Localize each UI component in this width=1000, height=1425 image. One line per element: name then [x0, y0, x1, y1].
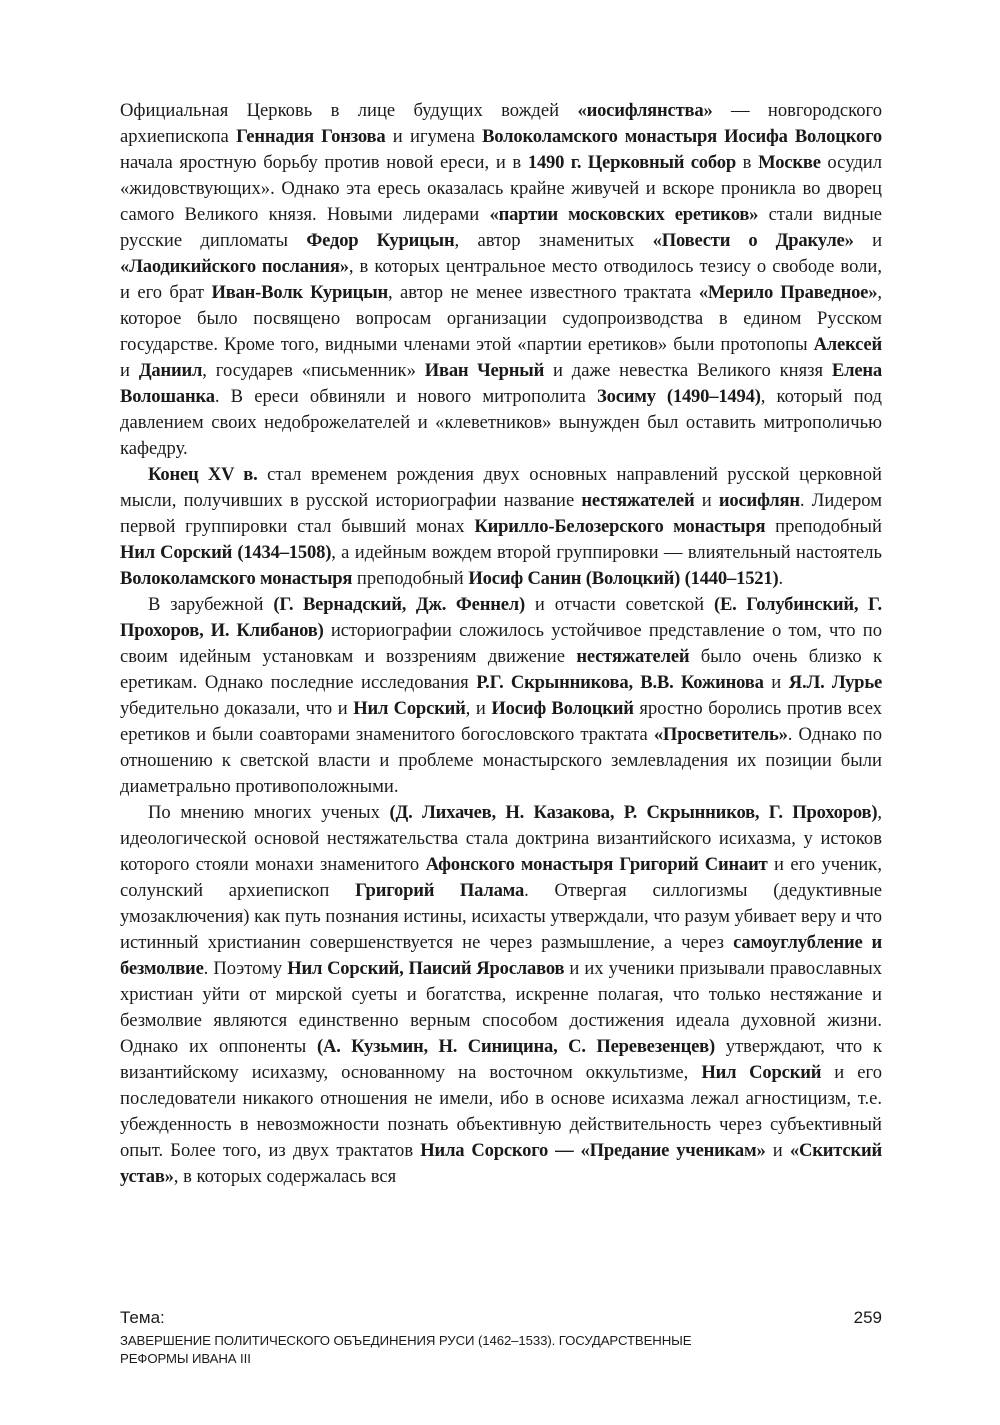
bold-term: Зосиму (1490–1494) [597, 386, 761, 407]
bold-term: (Д. Лихачев, Н. Казакова, Р. Скрынников, Г. Прохоров) [389, 802, 878, 823]
footer-row [120, 1308, 882, 1328]
bold-term: «партии московских еретиков» [489, 204, 759, 225]
bold-term: Волоколамского монастыря [120, 568, 353, 589]
bold-term: Кирилло-Белозерского монастыря [474, 516, 766, 537]
bold-term: Даниил [138, 360, 203, 381]
topic-label: Тема: [120, 1308, 165, 1327]
paragraph: По мнению многих ученых (Д. Лихачев, Н. Казакова, Р. Скрынников, Г. Прохоров), идеологической основой нестяжательства стала доктрина византийского исихазма, у истоков которого стояли монахи знаменитого Афонского монастыря Григорий Синаит и его ученик, солунский архиепископ Григорий Палама. Отвергая силлогизмы (дедуктивные умозаключения) как путь познания истины, исихасты утверждали, что разум убивает веру и что истинный христианин совершенствуется не через размышление, а через самоуглубление и безмолвие. Поэтому Нил Сорский, Паисий Ярославов и их ученики призывали православных христиан уйти от мирской суеты и богатства, искренне полагая, что только нестяжание и безмолвие являются единственно верным способом достижения идеала духовной жизни. Однако их оппоненты (А. Кузьмин, Н. Синицина, С. Перевезенцев) утверждают, что к византийскому исихазму, основанному на восточном оккультизме, Нил Сорский и его последователи никакого отношения не имели, ибо в основе исихазма лежал агностицизм, т.е. убежденность в невозможности познать объективную действительность через субъективный опыт. Более того, из двух трактатов Нила Сорского — «Предание ученикам» и «Скитский устав», в которых содержалась вся [120, 802, 883, 1187]
bold-term: Я.Л. Лурье [788, 672, 883, 693]
bold-term: Москве [758, 152, 821, 173]
bold-term: иосифлян [718, 490, 800, 511]
bold-term: 1490 г. Церковный собор [527, 152, 736, 173]
bold-term: Алексей [813, 334, 882, 355]
bold-term: нестяжателей [576, 646, 690, 667]
bold-term: Нил Сорский, Паисий Ярославов [287, 958, 565, 979]
bold-term: Волоколамского монастыря Иосифа Волоцкого [482, 126, 882, 147]
bold-term: Григорий Палама [355, 880, 525, 901]
page-footer [120, 1308, 882, 1368]
bold-term: «Лаодикийского послания» [120, 256, 349, 277]
bold-term: «Мерило Праведное» [698, 282, 878, 303]
bold-term: Нил Сорский [701, 1062, 822, 1083]
bold-term: Федор Курицын [306, 230, 455, 251]
bold-term: Иван Черный [424, 360, 545, 381]
page-number: 259 [853, 1308, 882, 1327]
bold-term: Иосиф Волоцкий [491, 698, 634, 719]
bold-term: Нила Сорского — «Предание ученикам» [420, 1140, 766, 1161]
bold-term: (Е. Голубинский, Г. Прохоров, И. Клибанов) [120, 594, 882, 641]
bold-term: Иван-Волк Курицын [211, 282, 389, 303]
bold-term: Иосиф Санин (Волоцкий) (1440–1521) [468, 568, 779, 589]
topic-title: ЗАВЕРШЕНИЕ ПОЛИТИЧЕСКОГО ОБЪЕДИНЕНИЯ РУСИ (1462–1533). ГОСУДАРСТВЕННЫЕ РЕФОРМЫ ИВАНА III [120, 1333, 692, 1366]
bold-term: (А. Кузьмин, Н. Синицина, С. Перевезенцев) [316, 1036, 715, 1057]
bold-term: «иосифлянства» [577, 100, 713, 121]
bold-term: Р.Г. Скрынникова, В.В. Кожинова [476, 672, 764, 693]
bold-term: «Повести о Дракуле» [652, 230, 854, 251]
bold-term: Геннадия Гонзова [236, 126, 386, 147]
bold-term: Нил Сорский [353, 698, 466, 719]
paragraph: Официальная Церковь в лице будущих вождей «иосифлянства» — новгородского архиепископа Геннадия Гонзова и игумена Волоколамского монастыря Иосифа Волоцкого начала яростную борьбу против новой ереси, и в 1490 г. Церковный собор в Москве осудил «жидовствующих». Однако эта ересь оказалась крайне живучей и вскоре проникла во дворец самого Великого князя. Новыми лидерами «партии московских еретиков» стали видные русские дипломаты Федор Курицын, автор знаменитых «Повести о Дракуле» и «Лаодикийского послания», в которых центральное место отводилось тезису о свободе воли, и его брат Иван-Волк Курицын, автор не менее известного трактата «Мерило Праведное», которое было посвящено вопросам организации судопроизводства в едином Русском государстве. Кроме того, видными членами этой «партии еретиков» были протопопы Алексей и Даниил, государев «письменник» Иван Черный и даже невестка Великого князя Елена Волошанка. В ереси обвиняли и нового митрополита Зосиму (1490–1494), который под давлением своих недоброжелателей и «клеветников» вынужден был оставить митрополичью кафедру. [120, 100, 883, 459]
bold-term: Елена Волошанка [120, 360, 882, 407]
paragraph: В зарубежной (Г. Вернадский, Дж. Феннел) и отчасти советской (Е. Голубинский, Г. Прохоров, И. Клибанов) историографии сложилось устойчивое представление о том, что по своим идейным установкам и воззрениям движение нестяжателей было очень близко к еретикам. Однако последние исследования Р.Г. Скрынникова, В.В. Кожинова и Я.Л. Лурье убедительно доказали, что и Нил Сорский, и Иосиф Волоцкий яростно боролись против всех еретиков и были соавторами знаменитого богословского трактата «Просветитель». Однако по отношению к светской власти и проблеме монастырского землевладения их позиции были диаметрально противоположными. [120, 594, 883, 797]
bold-term: Конец XV в. [148, 464, 258, 485]
page-body [120, 98, 882, 1190]
bold-term: (Г. Вернадский, Дж. Феннел) [273, 594, 526, 615]
bold-term: самоуглубление и безмолвие [120, 932, 882, 979]
paragraph: Конец XV в. стал временем рождения двух основных направлений русской церковной мысли, получивших в русской историографии название нестяжателей и иосифлян. Лидером первой группировки стал бывший монах Кирилло-Белозерского монастыря преподобный Нил Сорский (1434–1508), а идейным вождем второй группировки — влиятельный настоятель Волоколамского монастыря преподобный Иосиф Санин (Волоцкий) (1440–1521). [120, 464, 883, 589]
bold-term: Афонского монастыря Григорий Синаит [425, 854, 768, 875]
bold-term: Нил Сорский (1434–1508) [120, 542, 332, 563]
bold-term: нестяжателей [581, 490, 695, 511]
bold-term: «Скитский устав» [120, 1140, 882, 1187]
bold-term: «Просветитель» [653, 724, 788, 745]
